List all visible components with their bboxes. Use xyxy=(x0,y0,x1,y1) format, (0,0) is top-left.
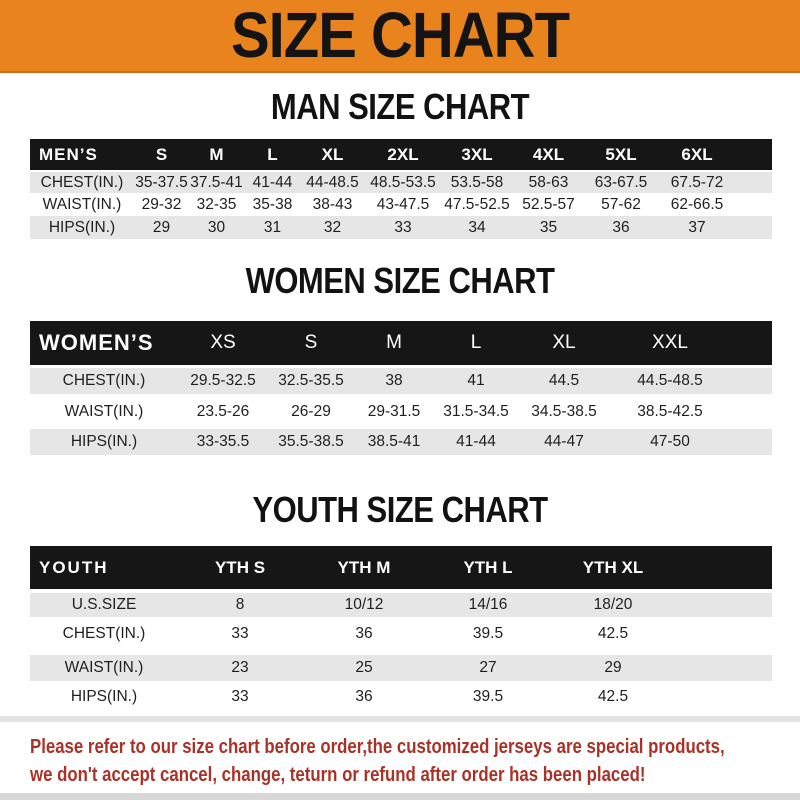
table-row-ussize xyxy=(30,589,772,617)
size-value: 44.5 xyxy=(518,365,610,394)
table-row-hips xyxy=(30,429,772,455)
womens-header-label: WOMEN’S xyxy=(30,321,178,365)
size-value: 31 xyxy=(244,216,301,239)
table-row-waist xyxy=(30,651,772,681)
column-header: 5XL xyxy=(585,139,657,170)
row-label: CHEST(IN.) xyxy=(30,617,178,651)
womens-size-table xyxy=(30,321,772,455)
women-size-chart-heading: WOMEN SIZE CHART xyxy=(245,259,555,301)
size-value: 23 xyxy=(178,651,302,681)
table-row-chest xyxy=(30,365,772,394)
size-value: 44-47 xyxy=(518,429,610,455)
size-value: 39.5 xyxy=(426,681,550,713)
column-header: S xyxy=(268,321,354,365)
size-value: 33 xyxy=(178,681,302,713)
row-label: U.S.SIZE xyxy=(30,589,178,617)
row-filler xyxy=(676,617,772,651)
size-value: 29.5-32.5 xyxy=(178,365,268,394)
youth-size-table xyxy=(30,546,772,713)
size-value: 43-47.5 xyxy=(364,193,442,216)
header-filler xyxy=(737,139,772,170)
column-header: YTH M xyxy=(302,546,426,589)
row-filler xyxy=(730,365,772,394)
row-label: WAIST(IN.) xyxy=(30,193,134,216)
row-filler xyxy=(730,429,772,455)
order-disclaimer xyxy=(30,733,725,789)
man-section-heading-block xyxy=(0,73,800,139)
table-row-hips xyxy=(30,681,772,713)
size-value: 48.5-53.5 xyxy=(364,170,442,193)
size-value: 38.5-42.5 xyxy=(610,394,730,429)
size-value: 33 xyxy=(364,216,442,239)
size-value: 57-62 xyxy=(585,193,657,216)
row-label: HIPS(IN.) xyxy=(30,216,134,239)
header-filler xyxy=(676,546,772,589)
mens-header-label: MEN’S xyxy=(30,139,134,170)
size-value: 38 xyxy=(354,365,434,394)
column-header: M xyxy=(189,139,244,170)
size-value: 42.5 xyxy=(550,617,676,651)
column-header: XS xyxy=(178,321,268,365)
column-header: 6XL xyxy=(657,139,737,170)
row-filler xyxy=(676,589,772,617)
size-value: 37 xyxy=(657,216,737,239)
size-value: 33-35.5 xyxy=(178,429,268,455)
size-value: 36 xyxy=(302,617,426,651)
size-value: 35.5-38.5 xyxy=(268,429,354,455)
youth-size-chart-heading: YOUTH SIZE CHART xyxy=(252,488,548,531)
size-value: 29 xyxy=(550,651,676,681)
column-header: S xyxy=(134,139,189,170)
size-value: 25 xyxy=(302,651,426,681)
size-value: 41-44 xyxy=(434,429,518,455)
column-header: YTH L xyxy=(426,546,550,589)
column-header: L xyxy=(244,139,301,170)
size-value: 67.5-72 xyxy=(657,170,737,193)
size-value: 58-63 xyxy=(512,170,585,193)
row-filler xyxy=(730,394,772,429)
women-section-heading-block xyxy=(0,239,800,321)
size-value: 10/12 xyxy=(302,589,426,617)
size-value: 32-35 xyxy=(189,193,244,216)
size-value: 47.5-52.5 xyxy=(442,193,512,216)
row-label: WAIST(IN.) xyxy=(30,394,178,429)
size-value: 30 xyxy=(189,216,244,239)
row-label: CHEST(IN.) xyxy=(30,365,178,394)
table-row-chest xyxy=(30,617,772,651)
size-value: 42.5 xyxy=(550,681,676,713)
size-chart-banner xyxy=(0,0,800,73)
size-value: 38-43 xyxy=(301,193,364,216)
size-value: 29-31.5 xyxy=(354,394,434,429)
size-value: 36 xyxy=(585,216,657,239)
size-value: 27 xyxy=(426,651,550,681)
row-filler xyxy=(737,170,772,193)
column-header: XXL xyxy=(610,321,730,365)
column-header: 2XL xyxy=(364,139,442,170)
size-value: 35 xyxy=(512,216,585,239)
column-header: YTH XL xyxy=(550,546,676,589)
row-label: HIPS(IN.) xyxy=(30,681,178,713)
size-value: 44.5-48.5 xyxy=(610,365,730,394)
table-row-hips xyxy=(30,216,772,239)
row-filler xyxy=(737,193,772,216)
size-value: 62-66.5 xyxy=(657,193,737,216)
size-value: 8 xyxy=(178,589,302,617)
womens-header-row xyxy=(30,321,772,365)
page-bottom-strip xyxy=(0,793,800,800)
size-value: 23.5-26 xyxy=(178,394,268,429)
header-filler xyxy=(730,321,772,365)
table-bottom-strip xyxy=(0,716,800,722)
row-label: CHEST(IN.) xyxy=(30,170,134,193)
disclaimer-line-2: we don't accept cancel, change, teturn or refund after order has been placed! xyxy=(30,764,646,786)
size-value: 41-44 xyxy=(244,170,301,193)
size-value: 29-32 xyxy=(134,193,189,216)
column-header: XL xyxy=(518,321,610,365)
size-value: 33 xyxy=(178,617,302,651)
column-header: M xyxy=(354,321,434,365)
youth-header-row xyxy=(30,546,772,589)
mens-header-row xyxy=(30,139,772,170)
row-filler xyxy=(676,681,772,713)
size-value: 35-38 xyxy=(244,193,301,216)
size-value: 36 xyxy=(302,681,426,713)
row-label: HIPS(IN.) xyxy=(30,429,178,455)
column-header: L xyxy=(434,321,518,365)
disclaimer-line-1: Please refer to our size chart before order,the customized jerseys are special products, xyxy=(30,736,725,758)
size-value: 53.5-58 xyxy=(442,170,512,193)
man-size-chart-heading: MAN SIZE CHART xyxy=(270,85,530,127)
column-header: 4XL xyxy=(512,139,585,170)
row-label: WAIST(IN.) xyxy=(30,651,178,681)
size-value: 34 xyxy=(442,216,512,239)
table-row-chest xyxy=(30,170,772,193)
size-value: 52.5-57 xyxy=(512,193,585,216)
size-value: 44-48.5 xyxy=(301,170,364,193)
size-value: 37.5-41 xyxy=(189,170,244,193)
column-header: 3XL xyxy=(442,139,512,170)
size-value: 31.5-34.5 xyxy=(434,394,518,429)
size-value: 32.5-35.5 xyxy=(268,365,354,394)
size-value: 38.5-41 xyxy=(354,429,434,455)
column-header: XL xyxy=(301,139,364,170)
mens-size-table xyxy=(30,139,772,239)
youth-header-label: YOUTH xyxy=(30,546,178,589)
size-value: 18/20 xyxy=(550,589,676,617)
size-value: 63-67.5 xyxy=(585,170,657,193)
row-filler xyxy=(737,216,772,239)
table-row-waist xyxy=(30,193,772,216)
table-row-waist xyxy=(30,394,772,429)
size-value: 35-37.5 xyxy=(134,170,189,193)
size-value: 41 xyxy=(434,365,518,394)
column-header: YTH S xyxy=(178,546,302,589)
size-value: 47-50 xyxy=(610,429,730,455)
size-value: 39.5 xyxy=(426,617,550,651)
size-value: 26-29 xyxy=(268,394,354,429)
size-value: 29 xyxy=(134,216,189,239)
youth-section-heading-block xyxy=(0,455,800,546)
row-filler xyxy=(676,651,772,681)
banner-title: SIZE CHART xyxy=(231,0,569,71)
size-value: 34.5-38.5 xyxy=(518,394,610,429)
size-value: 14/16 xyxy=(426,589,550,617)
size-value: 32 xyxy=(301,216,364,239)
